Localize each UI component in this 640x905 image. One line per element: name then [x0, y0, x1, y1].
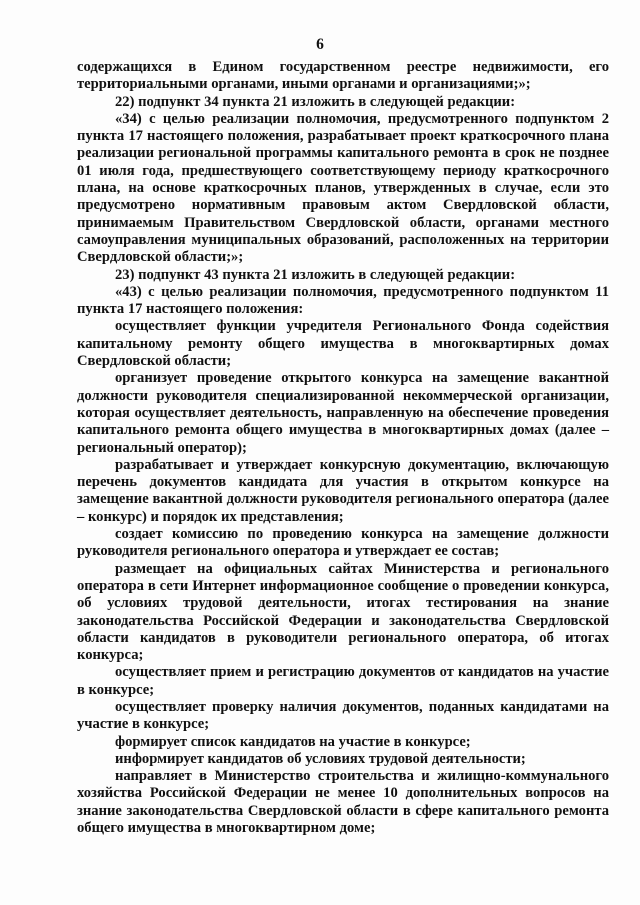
document-body: [77, 59, 609, 837]
paragraph: создает комиссию по проведению конкурса на замещение должности руководителя регионального оператора и утверждает ее состав;: [77, 526, 609, 560]
paragraph: направляет в Министерство строительства и жилищно-коммунального хозяйства Российской Федерации не менее 10 дополнительных вопросов на знание законодательства Свердловской области в сфере капитального ремонта общего имущества в многоквартирном доме;: [77, 768, 609, 837]
paragraph: «34) с целью реализации полномочия, предусмотренного подпунктом 2 пункта 17 настоящего положения, разрабатывает проект краткосрочного плана реализации региональной программы капитального ремонта в срок не позднее 01 июля года, предшествующего соответствующему периоду краткосрочного плана, на основе краткосрочных планов, утвержденных в случае, если это предусмотрено нормативным правовым актом Свердловской области, принимаемым Правительством Свердловской области, органами местного самоуправления муниципальных образований, расположенных на территории Свердловской области;»;: [77, 110, 609, 266]
paragraph: разрабатывает и утверждает конкурсную документацию, включающую перечень документов кандидата для участия в открытом конкурсе на замещение вакантной должности руководителя регионального оператора (далее – конкурс) и порядок их представления;: [77, 456, 609, 525]
paragraph: осуществляет прием и регистрацию документов от кандидатов на участие в конкурсе;: [77, 664, 609, 698]
paragraph: формирует список кандидатов на участие в конкурсе;: [115, 733, 471, 750]
paragraph: осуществляет проверку наличия документов, поданных кандидатами на участие в конкурсе;: [77, 698, 609, 733]
paragraph: 22) подпункт 34 пункта 21 изложить в следующей редакции:: [115, 93, 516, 110]
paragraph: содержащихся в Едином государственном реестре недвижимости, его территориальными органами, иными органами и организациями;»;: [77, 59, 609, 93]
paragraph: осуществляет функции учредителя Регионального Фонда содействия капитальному ремонту общего имущества в многоквартирных домах Свердловской области;: [77, 318, 609, 370]
paragraph: «43) с целью реализации полномочия, предусмотренного подпунктом 11 пункта 17 настоящего положения:: [77, 283, 609, 318]
page-number: 6: [316, 36, 324, 53]
paragraph: организует проведение открытого конкурса на замещение вакантной должности руководителя специализированной некоммерческой организации, которая осуществляет деятельность, направленную на обеспечение проведения капитального ремонта общего имущества в многоквартирных домах (далее – региональный оператор);: [77, 370, 609, 456]
paragraph: 23) подпункт 43 пункта 21 изложить в следующей редакции:: [115, 266, 516, 283]
paragraph: размещает на официальных сайтах Министерства и регионального оператора в сети Интернет информационное сообщение о проведении конкурса, об условиях трудовой деятельности, итогах тестирования на знание законодательства Российской Федерации и законодательства Свердловской области кандидатов в руководители регионального оператора, об итогах конкурса;: [77, 560, 609, 664]
paragraph: информирует кандидатов об условиях трудовой деятельности;: [115, 750, 526, 767]
